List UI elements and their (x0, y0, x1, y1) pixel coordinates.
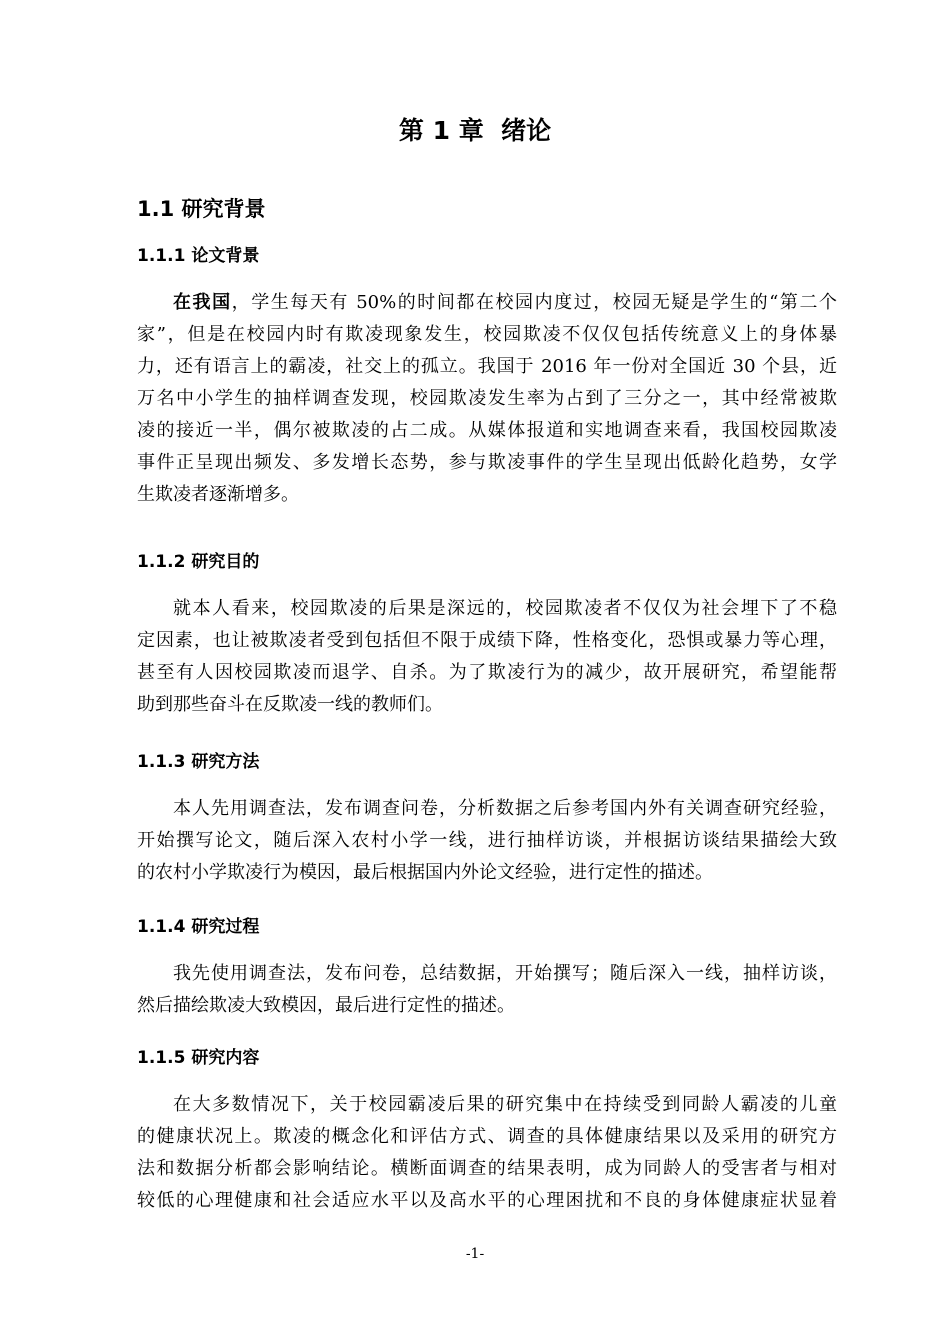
subsection-heading: 1.1.4 研究过程 (137, 917, 260, 937)
paragraph-line: 在大多数情况下，关于校园霸凌后果的研究集中在持续受到同龄人霸凌的儿童 (173, 1094, 837, 1115)
subsection-heading: 1.1.2 研究目的 (137, 552, 260, 572)
paragraph-line: 的健康状况上。欺凌的概念化和评估方式、调查的具体健康结果以及采用的研究方 (137, 1126, 837, 1147)
paragraph-method (137, 793, 837, 889)
paragraph-line: 事件正呈现出频发、多发增长态势，参与欺凌事件的学生呈现出低龄化趋势，女学 (137, 452, 837, 473)
subsection-heading: 1.1.1 论文背景 (137, 246, 260, 266)
paragraph-line: 在我国，学生每天有 50%的时间都在校园内度过，校园无疑是学生的“第二个 (173, 292, 838, 313)
paragraph-line: 凌的接近一半，偶尔被欺凌的占二成。从媒体报道和实地调查来看，我国校园欺凌 (137, 420, 837, 441)
paragraph-line: 我先使用调查法，发布问卷，总结数据，开始撰写；随后深入一线，抽样访谈， (173, 963, 837, 984)
section-heading: 1.1 研究背景 (137, 197, 266, 221)
paragraph-line: 本人先用调查法，发布调查问卷，分析数据之后参考国内外有关调查研究经验， (173, 798, 837, 819)
paragraph-line: 法和数据分析都会影响结论。横断面调查的结果表明，成为同龄人的受害者与相对 (137, 1158, 837, 1179)
paragraph-line: 的农村小学欺凌行为模因，最后根据国内外论文经验，进行定性的描述。 (137, 862, 713, 883)
paragraph-background (137, 287, 837, 511)
paragraph-line: 家”，但是在校园内时有欺凌现象发生，校园欺凌不仅仅包括传统意义上的身体暴 (137, 324, 837, 345)
paragraph-line: 力，还有语言上的霸凌，社交上的孤立。我国于 2016 年一份对全国近 30 个县，近 (137, 356, 837, 377)
paragraph-purpose (137, 593, 837, 721)
chapter-title: 第 1 章 绪论 (398, 116, 552, 145)
paragraph-line: 较低的心理健康和社会适应水平以及高水平的心理困扰和不良的身体健康症状显着 (137, 1190, 837, 1211)
paragraph-line: 生欺凌者逐渐增多。 (137, 484, 299, 505)
paragraph-line: 甚至有人因校园欺凌而退学、自杀。为了欺凌行为的减少，故开展研究，希望能帮 (137, 662, 837, 683)
paragraph-lead: 在我国 (173, 292, 232, 313)
paragraph-line: 定因素，也让被欺凌者受到包括但不限于成绩下降，性格变化，恐惧或暴力等心理， (137, 630, 837, 651)
paragraph-line: 然后描绘欺凌大致模因，最后进行定性的描述。 (137, 995, 515, 1016)
paragraph-line: 助到那些奋斗在反欺凌一线的教师们。 (137, 694, 443, 715)
paragraph-line: 开始撰写论文，随后深入农村小学一线，进行抽样访谈，并根据访谈结果描绘大致 (137, 830, 837, 851)
paragraph-line: 就本人看来，校园欺凌的后果是深远的，校园欺凌者不仅仅为社会埋下了不稳 (173, 598, 837, 619)
subsection-heading: 1.1.5 研究内容 (137, 1048, 260, 1068)
paragraph-content (137, 1089, 837, 1217)
page-number: -1- (465, 1246, 485, 1262)
paragraph-process (137, 958, 837, 1022)
paragraph-line: 万名中小学生的抽样调查发现，校园欺凌发生率为占到了三分之一，其中经常被欺 (137, 388, 837, 409)
subsection-heading: 1.1.3 研究方法 (137, 752, 260, 772)
